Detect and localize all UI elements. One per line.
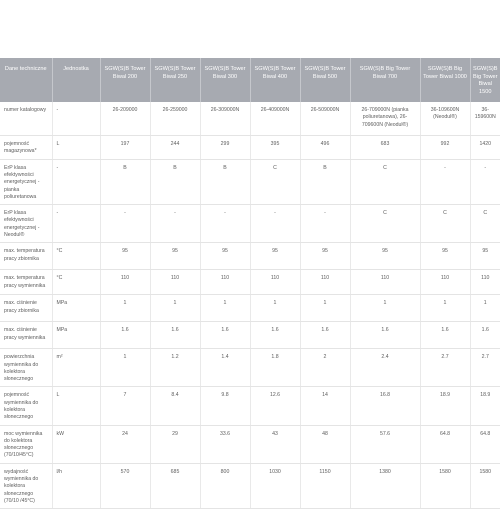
cell-value: 1.6 — [200, 322, 250, 349]
table-row — [0, 136, 500, 160]
cell-value: 14 — [300, 387, 350, 425]
header-dane-techniczne: Dane techniczne — [0, 58, 52, 102]
cell-value: 496 — [300, 136, 350, 160]
cell-value: 12.6 — [250, 387, 300, 425]
cell-value: 9.8 — [200, 387, 250, 425]
row-unit: - — [52, 205, 100, 243]
table-row — [0, 387, 500, 425]
cell-value: 1.6 — [420, 322, 470, 349]
cell-value: 64.8 — [420, 425, 470, 463]
cell-value: 36-159600N — [470, 102, 500, 136]
cell-value: C — [350, 205, 420, 243]
row-label: max. ciśnienie pracy zbiornika — [0, 295, 52, 322]
cell-value: 2.7 — [470, 349, 500, 387]
table-row — [0, 463, 500, 508]
cell-value: 1380 — [350, 463, 420, 508]
cell-value: - — [200, 205, 250, 243]
row-label: max. ciśnienie pracy wymiennika — [0, 322, 52, 349]
header-model-700: SGW(S)B Big Tower Biwal 700 — [350, 58, 420, 102]
cell-value: 1420 — [470, 136, 500, 160]
table-row — [0, 243, 500, 270]
table-row — [0, 295, 500, 322]
cell-value: 800 — [200, 463, 250, 508]
row-unit: MPa — [52, 322, 100, 349]
row-label: numer katalogowy — [0, 102, 52, 136]
cell-value: 110 — [250, 270, 300, 295]
cell-value: - — [100, 205, 150, 243]
cell-value: 244 — [150, 136, 200, 160]
cell-value: 1 — [100, 295, 150, 322]
cell-value: 26-409000N — [250, 102, 300, 136]
row-unit: °C — [52, 270, 100, 295]
cell-value: 18.9 — [470, 387, 500, 425]
cell-value: B — [200, 159, 250, 204]
header-model-500: SGW(S)B Tower Biwal 500 — [300, 58, 350, 102]
row-unit: kW — [52, 425, 100, 463]
cell-value: 64.8 — [470, 425, 500, 463]
cell-value: 110 — [420, 270, 470, 295]
cell-value: 18.9 — [420, 387, 470, 425]
cell-value: - — [150, 205, 200, 243]
cell-value: 29 — [150, 425, 200, 463]
row-unit: L — [52, 136, 100, 160]
cell-value: 1 — [200, 295, 250, 322]
cell-value: 1030 — [250, 463, 300, 508]
cell-value: 1 — [300, 295, 350, 322]
cell-value: 110 — [470, 270, 500, 295]
row-unit: l/h — [52, 463, 100, 508]
cell-value: 33.6 — [200, 425, 250, 463]
cell-value: 1.6 — [350, 322, 420, 349]
cell-value: 1.6 — [250, 322, 300, 349]
cell-value: 95 — [200, 243, 250, 270]
row-label: max. temperatura pracy wymiennika — [0, 270, 52, 295]
cell-value: 110 — [300, 270, 350, 295]
cell-value: 685 — [150, 463, 200, 508]
cell-value: 95 — [470, 243, 500, 270]
cell-value: 16.8 — [350, 387, 420, 425]
cell-value: 26-509000N — [300, 102, 350, 136]
cell-value: 197 — [100, 136, 150, 160]
cell-value: 2.4 — [350, 349, 420, 387]
cell-value: 43 — [250, 425, 300, 463]
cell-value: 110 — [100, 270, 150, 295]
cell-value: - — [300, 205, 350, 243]
cell-value: 1 — [150, 295, 200, 322]
row-unit: °C — [52, 243, 100, 270]
cell-value: 8.4 — [150, 387, 200, 425]
header-model-1500: SGW(S)B Big Tower Biwal 1500 — [470, 58, 500, 102]
cell-value: B — [100, 159, 150, 204]
cell-value: B — [300, 159, 350, 204]
header-jednostka: Jednostka — [52, 58, 100, 102]
technical-data-table-container — [0, 58, 500, 509]
cell-value: 1.4 — [200, 349, 250, 387]
cell-value: 26-709000N (pianka poliuretanowa), 26-709600N (Neodul®) — [350, 102, 420, 136]
cell-value: 95 — [150, 243, 200, 270]
cell-value: 57.6 — [350, 425, 420, 463]
cell-value: 110 — [350, 270, 420, 295]
cell-value: 1.6 — [300, 322, 350, 349]
cell-value: 683 — [350, 136, 420, 160]
cell-value: 1 — [100, 349, 150, 387]
cell-value: - — [250, 205, 300, 243]
cell-value: 48 — [300, 425, 350, 463]
cell-value: 570 — [100, 463, 150, 508]
cell-value: 110 — [150, 270, 200, 295]
table-row — [0, 102, 500, 136]
header-model-1000: SGW(S)B Big Tower Biwal 1000 — [420, 58, 470, 102]
row-label: ErP klasa efektywności energetycznej - Neodul® — [0, 205, 52, 243]
cell-value: 95 — [350, 243, 420, 270]
cell-value: 26-259000 — [150, 102, 200, 136]
cell-value: C — [250, 159, 300, 204]
row-unit: m² — [52, 349, 100, 387]
cell-value: 1150 — [300, 463, 350, 508]
table-row — [0, 322, 500, 349]
cell-value: 1.2 — [150, 349, 200, 387]
cell-value: 1.6 — [150, 322, 200, 349]
cell-value: 1.6 — [470, 322, 500, 349]
table-row — [0, 159, 500, 204]
row-label: pojemność magazynowa* — [0, 136, 52, 160]
cell-value: C — [470, 205, 500, 243]
header-row — [0, 58, 500, 102]
cell-value: 7 — [100, 387, 150, 425]
cell-value: 1.8 — [250, 349, 300, 387]
row-label: max. temperatura pracy zbiornika — [0, 243, 52, 270]
cell-value: 24 — [100, 425, 150, 463]
header-model-250: SGW(S)B Tower Biwal 250 — [150, 58, 200, 102]
cell-value: B — [150, 159, 200, 204]
technical-data-table — [0, 58, 500, 509]
row-label: wydajność wymiennika do kolektora słonecznego (70/10 /45°C) — [0, 463, 52, 508]
cell-value: 95 — [420, 243, 470, 270]
row-label: ErP klasa efektywności energetycznej - pianka poliuretanowa — [0, 159, 52, 204]
cell-value: - — [470, 159, 500, 204]
row-label: moc wymiennika do kolektora słonecznego (70/10/45°C) — [0, 425, 52, 463]
row-label: pojemność wymiennika do kolektora słonecznego — [0, 387, 52, 425]
cell-value: 36-109600N (Neodul®) — [420, 102, 470, 136]
table-body — [0, 102, 500, 508]
cell-value: 1580 — [470, 463, 500, 508]
cell-value: 95 — [250, 243, 300, 270]
row-label: powierzchnia wymiennika do kolektora słonecznego — [0, 349, 52, 387]
cell-value: 395 — [250, 136, 300, 160]
cell-value: 110 — [200, 270, 250, 295]
cell-value: 26-209000 — [100, 102, 150, 136]
table-row — [0, 205, 500, 243]
cell-value: C — [350, 159, 420, 204]
cell-value: 992 — [420, 136, 470, 160]
cell-value: 299 — [200, 136, 250, 160]
header-model-200: SGW(S)B Tower Biwal 200 — [100, 58, 150, 102]
cell-value: 1.6 — [100, 322, 150, 349]
cell-value: 1 — [350, 295, 420, 322]
cell-value: 1 — [250, 295, 300, 322]
header-model-400: SGW(S)B Tower Biwal 400 — [250, 58, 300, 102]
table-row — [0, 349, 500, 387]
header-model-300: SGW(S)B Tower Biwal 300 — [200, 58, 250, 102]
table-row — [0, 425, 500, 463]
cell-value: 2 — [300, 349, 350, 387]
cell-value: C — [420, 205, 470, 243]
cell-value: - — [420, 159, 470, 204]
row-unit: - — [52, 102, 100, 136]
row-unit: MPa — [52, 295, 100, 322]
table-row — [0, 270, 500, 295]
cell-value: 1 — [470, 295, 500, 322]
cell-value: 95 — [100, 243, 150, 270]
cell-value: 2.7 — [420, 349, 470, 387]
row-unit: - — [52, 159, 100, 204]
table-header — [0, 58, 500, 102]
cell-value: 1580 — [420, 463, 470, 508]
cell-value: 26-309000N — [200, 102, 250, 136]
cell-value: 1 — [420, 295, 470, 322]
row-unit: L — [52, 387, 100, 425]
cell-value: 95 — [300, 243, 350, 270]
